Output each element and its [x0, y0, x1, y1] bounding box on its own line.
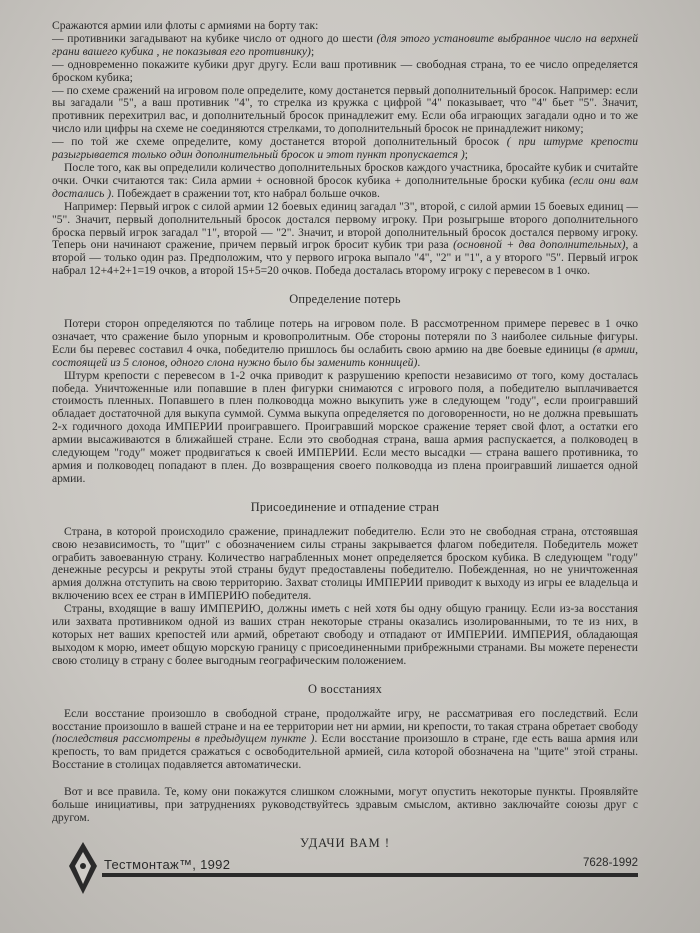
losses-text-1: Потери сторон определяются по таблице потерь на игровом поле. В рассмотренном примере перевес в 1 очко означает, что сражение было упорным и кровопролитным. Обе стороны потеряли по 3 наиболее сильные фигуры. Если бы перевес составил 4 очка, победителю пришлось бы ослабить свою армию на две боевые единицы	[52, 317, 638, 356]
scoring-text: После того, как вы определили количество дополнительных бросков каждого участника, бросайте кубик и считайте очки. Очки считаются так: Сила армии + основной бросок кубика + дополнительные броски кубика	[52, 160, 638, 187]
losses-note: (в армии, состоящей из 5 слонов, одного слона нужно было бы заменить конницей)	[52, 342, 638, 369]
rule-step-1-note: (для этого установите выбранное число на верхней грани вашего кубика , не показывая его противнику)	[52, 31, 638, 58]
farewell-text: УДАЧИ ВАМ !	[299, 835, 391, 850]
closing-paragraph: Вот и все правила. Те, кому они покажутся слишком сложными, могут опустить некоторые пункты. Проявляйте больше инициативы, при затруднениях руководствуйтесь здравым смыслом, активно заключайте союзы друг с другом.	[52, 785, 638, 824]
publisher-brand: Тестмонтаж™, 1992	[104, 857, 231, 872]
example-note: (основной + два дополнительных)	[453, 238, 626, 252]
losses-end: .	[417, 355, 421, 369]
footer-rule	[102, 873, 638, 877]
losses-paragraph-2: Штурм крепости с перевесом в 1-2 очка приводит к разрушению крепости независимо от того, кому досталась победа. Уничтоженные или попавшие в плен фигурки снимаются с игрового поля, а победителю выплачивается стоимость пленных. Попавшего в плен полководца можно выкупить уже в следующем "году", если проигравший обладает достаточной для выкупа суммой. Сумма выкупа определяется по договоренности, но не должна превышать 2-х годичного дохода ИМПЕРИИ проигравшего. Проигравший морское сражение теряет свой флот, а остатки его армии высаживаются в ближайшей стране. Если это свободная страна, ваша армия распускается, а полководец в следующем "году" может продвигаться к своей ИМПЕРИИ. Если место высадки — страна вашего противника, то армия и полководец попадают в плен. До возвращения своего полководца из плена проигравший лишается одной армии.	[52, 368, 638, 485]
rule-step-1-end: ;	[310, 44, 315, 58]
losses-paragraph-1	[52, 318, 638, 370]
annex-paragraph-2: Страны, входящие в вашу ИМПЕРИЮ, должны иметь с ней хотя бы одну общую границу. Если из-за восстания или захвата противником одной из ваших стран некоторые страны оказались изолированными, то те из них, в которых нет ваших крепостей или армий, обретают свободу и отпадают от ИМПЕРИИ. ИМПЕРИЯ, обладающая выходом к морю, имеет общую морскую границу с присоединенными прибрежными странами. Вы можете перенести свою столицу в страну с более выгодным географическим положением.	[52, 602, 638, 667]
rule-step-3: — по схеме сражений на игровом поле определите, кому достанется первый дополнительный бросок. Например: если вы загадали "5", а ваш противник "4", то стрелка из кружка с цифрой "4" показывает, что "4" бьет "5". Значит, противник перехитрил вас, и дополнительный бросок принадлежит ему. Если оба играющих загадали одно и то же число или цифры на схеме не соединяются стрелками, то дополнительный бросок не принадлежит никому;	[52, 83, 638, 136]
diamond-compass-logo-icon	[66, 840, 100, 896]
rule-step-4-text: — по той же схеме определите, кому достанется второй дополнительный бросок	[52, 135, 507, 149]
rule-step-4-end: ;	[464, 148, 468, 162]
section-heading-losses: Определение потерь	[289, 292, 401, 307]
publication-code: 7628-1992	[583, 857, 638, 869]
rule-step-4-note: ( при штурме крепости разыгрывается только один дополнительный бросок и этот пункт пропускается )	[52, 135, 638, 162]
scoring-end: . Побеждает в сражении тот, кто набрал больше очков.	[111, 186, 380, 200]
rule-step-2: — одновременно покажите кубики друг другу. Если ваш противник — свободная страна, то ее число определяется броском кубика;	[52, 57, 638, 84]
example-paragraph	[52, 201, 638, 278]
uprising-note: (последствия рассмотрены в предыдущем пункте )	[52, 732, 315, 746]
example-text: Например: Первый игрок с силой армии 12 боевых единиц загадал "3", второй, с силой армии 15 боевых единиц — "5". Значит, первый дополнительный бросок достался первому игроку. При розыгрыше второго дополнительного броска первый игрок загадал "1", второй — "2". Значит, и второй дополнительный бросок достался первому игроку. Теперь они начинают сражение, причем первый игрок бросит кубик три раза	[52, 199, 638, 252]
scoring-note: (если они вам достались )	[52, 173, 638, 200]
intro-text: Сражаются армии или флоты с армиями на борту так:	[52, 19, 319, 32]
example-end: , а второй — только один раз. Предположим, что у первого игрока выпало "4", "2" и "1", а у второго "5". Первый игрок набрал 12+4+2+1=19 очков, а второй 15+5=20 очков. Победа досталась второму игроку с перевесом в 1 очко.	[52, 238, 638, 278]
rule-step-4	[52, 136, 638, 162]
publisher-footer	[66, 840, 638, 900]
scoring-paragraph	[52, 162, 638, 201]
uprising-text: Если восстание произошло в свободной стране, продолжайте игру, не рассматривая его последствий. Если восстание произошло в вашей стране и на ее территории нет ни армии, ни крепости, то такая страна обретает свободу	[52, 706, 638, 733]
section-heading-annex: Присоединение и отпадение стран	[250, 499, 440, 514]
rule-step-1	[52, 33, 638, 59]
rule-step-1-text: — противники загадывают на кубике число от одного до шести	[52, 31, 377, 45]
annex-paragraph-1: Страна, в которой происходило сражение, принадлежит победителю. Если это не свободная страна, отстоявшая свою независимость, то "щит" с обозначением силы страны закрывается флагом победителя. Победитель может ограбить завоеванную страну. Количество награбленных монет определяется броском кубика. В следующем "году" денежные ресурсы и рекруты этой страны будут предоставлены победителю. Побежденная, но не уничтоженная армия должна отступить на свою территорию. Захват столицы ИМПЕРИИ приводит к выходу из игры ее владельца и включению всех ее стран в ИМПЕРИЮ победителя.	[52, 524, 638, 603]
rules-text	[52, 20, 638, 850]
uprising-paragraph	[52, 708, 638, 773]
section-heading-uprising: О восстаниях	[308, 681, 382, 696]
uprising-end: . Если восстание произошло в стране, где есть ваша армия или крепость, то вам придется сражаться с освободительной армией, сила которой обозначена на "щите" этой страны. Восстание в столицах подавляется автоматически.	[52, 732, 638, 772]
